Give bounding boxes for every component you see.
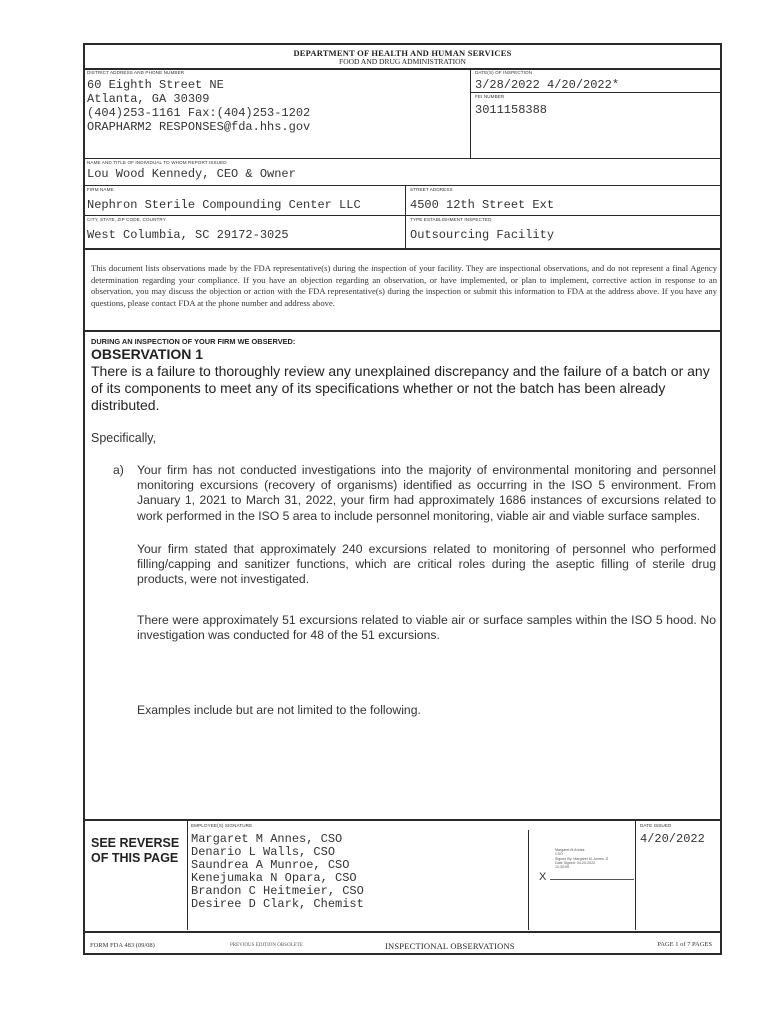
digital-signature-stamp: Margaret M Annes CSO Signed By: Margaret M. Annes -S Date Signed: 04-20-2022 12:30:59	[555, 848, 609, 870]
divider	[85, 330, 720, 332]
department-heading: DEPARTMENT OF HEALTH AND HUMAN SERVICES	[293, 48, 512, 58]
divider	[85, 819, 720, 821]
observation-paragraph-3: There were approximately 51 excursions related to viable air or surface samples within the ISO 5 hood. No investigation was conducted for 48 of the 51 excursions.	[137, 613, 716, 643]
during-inspection-heading: DURING AN INSPECTION OF YOUR FIRM WE OBSERVED:	[91, 337, 296, 346]
item-a-label: a)	[113, 463, 124, 477]
fda-483-form	[83, 43, 722, 955]
employee-3: Saundrea A Munroe, CSO	[191, 858, 350, 872]
individual-label: NAME AND TITLE OF INDIVIDUAL TO WHOM REPORT ISSUED	[87, 160, 227, 165]
city-label: CITY, STATE, ZIP CODE, COUNTRY	[87, 217, 166, 222]
fei-label: FEI NUMBER	[475, 94, 505, 99]
divider	[528, 830, 529, 930]
specifically-label: Specifically,	[91, 431, 157, 445]
observation-paragraph-2: Your firm stated that approximately 240 excursions related to monitoring of personnel who performed filling/capping and sanitizer functions, which are critical roles during the aseptic filling of sterile drug products, were not investigated.	[137, 542, 716, 587]
see-reverse-line-2: OF THIS PAGE	[91, 851, 179, 865]
see-reverse-line-1: SEE REVERSE	[91, 836, 180, 850]
inspection-dates-value: 3/28/2022 4/20/2022*	[475, 78, 620, 92]
form-number: FORM FDA 483 (09/08)	[90, 942, 155, 949]
signature-line	[550, 879, 634, 880]
employees-label: EMPLOYEE(S) SIGNATURE	[191, 823, 253, 828]
divider	[85, 931, 720, 933]
divider	[187, 820, 188, 930]
firm-name-value: Nephron Sterile Compounding Center LLC	[87, 198, 361, 212]
footer-title: INSPECTIONAL OBSERVATIONS	[385, 941, 515, 951]
employee-1: Margaret M Annes, CSO	[191, 832, 343, 846]
type-label: TYPE ESTABLISHMENT INSPECTED	[410, 217, 492, 222]
street-value: 4500 12th Street Ext	[410, 198, 555, 212]
type-value: Outsourcing Facility	[410, 228, 555, 242]
observation-title: OBSERVATION 1	[91, 346, 204, 362]
page-number: PAGE 1 of 7 PAGES	[657, 941, 712, 948]
disclaimer-text: This document lists observations made by the FDA representative(s) during the inspection of your facility. They are inspectional observations, and do not represent a final Agency determination regarding your compliance. If you have an objection regarding an observation, or have implemented, or plan to implement, corrective action in response to an observation, you may discuss the objection or action with the FDA representative(s) during the inspection or submit this information to FDA at the address above. If you have any questions, please contact FDA at the phone number and address above.	[91, 263, 717, 308]
inspection-dates-label: DATE(S) OF INSPECTION	[475, 70, 533, 75]
individual-value: Lou Wood Kennedy, CEO & Owner	[87, 167, 296, 181]
employee-6: Desiree D Clark, Chemist	[191, 897, 364, 911]
divider	[85, 185, 720, 186]
employee-2: Denario L Walls, CSO	[191, 845, 336, 859]
date-issued-label: DATE ISSUED	[640, 823, 672, 828]
firm-name-label: FIRM NAME	[87, 187, 114, 192]
district-line-3: (404)253-1161 Fax:(404)253-1202	[87, 106, 311, 120]
employee-4: Kenejumaka N Opara, CSO	[191, 871, 357, 885]
district-line-1: 60 Eighth Street NE	[87, 78, 224, 92]
observation-paragraph-1: Your firm has not conducted investigations into the majority of environmental monitoring and personnel monitoring excursions (recovery of organisms) identified as occurring in the ISO 5 environment. From January 1, 2021 to March 31, 2022, your firm had approximately 1686 instances of excursions related to work performed in the ISO 5 area to include personnel monitoring, viable air and viable surface samples.	[137, 463, 716, 523]
divider	[405, 186, 406, 248]
date-issued-value: 4/20/2022	[640, 832, 705, 846]
street-label: STREET ADDRESS	[410, 187, 453, 192]
city-value: West Columbia, SC 29172-3025	[87, 228, 289, 242]
observation-paragraph-4: Examples include but are not limited to the following.	[137, 703, 421, 717]
divider	[470, 69, 471, 158]
agency-heading: FOOD AND DRUG ADMINISTRATION	[339, 57, 466, 66]
district-line-2: Atlanta, GA 30309	[87, 92, 210, 106]
district-line-4: ORAPHARM2 RESPONSES@fda.hhs.gov	[87, 120, 311, 134]
employee-5: Brandon C Heitmeier, CSO	[191, 884, 364, 898]
observation-text: There is a failure to thoroughly review any unexplained discrepancy and the failure of a batch or any of its components to meet any of its specifications whether or not the batch has been already distributed.	[91, 363, 710, 413]
district-label: DISTRICT ADDRESS AND PHONE NUMBER	[87, 70, 185, 75]
divider	[85, 248, 720, 250]
see-reverse-note	[91, 836, 179, 866]
divider	[85, 215, 720, 216]
divider	[85, 158, 720, 159]
signature-x-mark: X	[539, 871, 547, 883]
divider	[471, 92, 720, 93]
previous-edition-note: PREVIOUS EDITION OBSOLETE	[230, 943, 303, 948]
divider	[635, 820, 636, 930]
fei-value: 3011158388	[475, 103, 548, 117]
